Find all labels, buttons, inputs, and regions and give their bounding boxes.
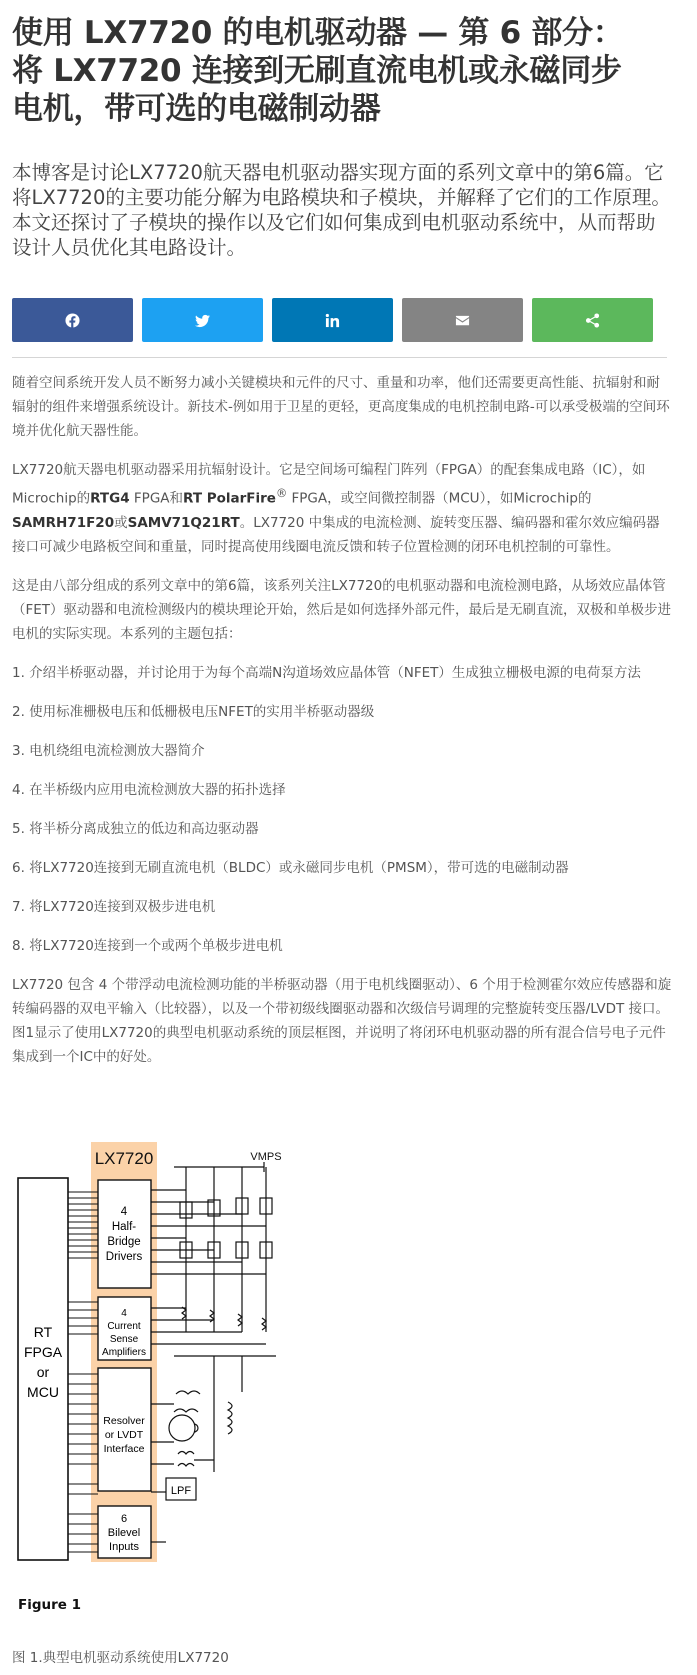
text: FPGA和	[129, 490, 184, 507]
res-label-3: Interface	[103, 1443, 145, 1455]
share-facebook-button[interactable]	[12, 298, 133, 342]
divider	[12, 357, 667, 358]
host-label-1: RT	[33, 1324, 53, 1340]
hb-label-1: 4	[120, 1206, 128, 1218]
link-rt-polarfire[interactable]: RT PolarFire	[183, 490, 276, 507]
article-body	[12, 371, 672, 1084]
linkedin-icon	[325, 313, 340, 328]
list-item: 7. 将LX7720连接到双极步进电机	[12, 898, 216, 915]
cs-label-4: Amplifiers	[102, 1347, 146, 1358]
list-item: 2. 使用标准栅极电压和低栅极电压NFET的实用半桥驱动器级	[12, 703, 375, 720]
cs-label-1: 4	[121, 1308, 127, 1319]
host-label-4: MCU	[27, 1384, 59, 1400]
list-item: 1. 介绍半桥驱动器，并讨论用于为每个高端N沟道场效应晶体管（NFET）生成独立栅极电源的电荷泵方法	[12, 664, 641, 681]
res-label-1: Resolver	[103, 1415, 145, 1427]
link-samv71q21rt[interactable]: SAMV71Q21RT	[127, 514, 240, 531]
article-title: 使用 LX7720 的电机驱动器 — 第 6 部分：将 LX7720 连接到无刷直流电机或永磁同步电机，带可选的电磁制动器	[12, 15, 624, 127]
hb-label-2: Half-	[111, 1221, 137, 1233]
lpf-label: LPF	[170, 1485, 192, 1497]
block-diagram	[14, 1142, 314, 1620]
share-more-button[interactable]	[532, 298, 653, 342]
text: LX7720航天器电机驱动器采用抗辐射设计。它是空间场可编程门阵列（FPGA）的配套集成电路（IC），如Microchip的	[12, 462, 646, 507]
res-label-2: or LVDT	[104, 1429, 144, 1441]
cs-label-2: Current	[107, 1321, 141, 1332]
share-twitter-button[interactable]	[142, 298, 263, 342]
vmps-label: VMPS	[250, 1151, 282, 1163]
host-label-3: or	[36, 1364, 50, 1380]
hb-label-3: Bridge	[107, 1236, 141, 1248]
share-icon	[585, 313, 600, 328]
bl-label-1: 6	[120, 1513, 128, 1525]
figure-caption: 图 1.典型电机驱动系统使用LX7720	[12, 1650, 229, 1666]
paragraph-overview: LX7720 包含 4 个带浮动电流检测功能的半桥驱动器（用于电机线圈驱动）、6 个用于检测霍尔效应传感器和旋转编码器的双电平输入（比较器），以及一个带初级线圈驱动器和次级信号调理的完整旋转变压器/LVDT 接口。图1显示了使用LX7720的典型电机驱动系统的顶层框图，并说明了将闭环电机驱动器的所有混合信号电子元件集成到一个IC中的好处。	[12, 976, 672, 1065]
bl-label-2: Bilevel	[107, 1527, 141, 1539]
host-label-2: FPGA	[23, 1344, 63, 1360]
list-item: 5. 将半桥分离成独立的低边和高边驱动器	[12, 820, 259, 837]
email-icon	[455, 313, 470, 328]
list-item: 8. 将LX7720连接到一个或两个单极步进电机	[12, 937, 283, 954]
link-rtg4[interactable]: RTG4	[90, 490, 130, 507]
link-samrh71f20[interactable]: SAMRH71F20	[12, 514, 115, 531]
list-item: 6. 将LX7720连接到无刷直流电机（BLDC）或永磁同步电机（PMSM），带可选的电磁制动器	[12, 859, 569, 876]
share-bar	[12, 298, 653, 342]
text: 。LX7720 中集成的电流检测、旋转变压器、编码器和霍尔效应编码器接口可减少电路板空间和重量，同时提高使用线圈电流反馈和转子位置检测的闭环电机控制的可靠性。	[12, 514, 660, 555]
list-item: 3. 电机绕组电流检测放大器简介	[12, 742, 205, 759]
paragraph-intro: 随着空间系统开发人员不断努力减小关键模块和元件的尺寸、重量和功率，他们还需要更高性能、抗辐射和耐辐射的组件来增强系统设计。新技术-例如用于卫星的更轻，更高度集成的电机控制电路-可以承受极端的空间环境并优化航天器性能。	[12, 375, 670, 439]
hb-label-4: Drivers	[105, 1251, 143, 1263]
bl-label-3: Inputs	[109, 1541, 139, 1553]
registered-mark: ®	[275, 487, 288, 500]
share-linkedin-button[interactable]	[272, 298, 393, 342]
text: FPGA，或空间微控制器（MCU），如Microchip的	[287, 490, 592, 507]
half-bridge-block	[98, 1180, 151, 1288]
article-lead: 本博客是讨论LX7720航天器电机驱动器实现方面的系列文章中的第6篇。它将LX7720的主要功能分解为电路模块和子模块，并解释了它们的工作原理。本文还探讨了子模块的操作以及它们如何集成到电机驱动系统中，从而帮助设计人员优化其电路设计。	[12, 161, 671, 259]
twitter-icon	[195, 313, 210, 328]
chip-label: LX7720	[94, 1149, 154, 1168]
paragraph-series: 这是由八部分组成的系列文章中的第6篇，该系列关注LX7720的电机驱动器和电流检测电路，从场效应晶体管（FET）驱动器和电流检测级内的模块理论开始，然后是如何选择外部元件，最后是无刷直流，双极和单极步进电机的实际实现。本系列的主题包括：	[12, 577, 672, 642]
cs-label-3: Sense	[109, 1334, 139, 1345]
list-item: 4. 在半桥级内应用电流检测放大器的拓扑选择	[12, 781, 286, 798]
paragraph-lx7720	[12, 458, 672, 559]
facebook-icon	[65, 313, 80, 328]
figure-label: Figure 1	[18, 1597, 82, 1613]
text: 或	[114, 514, 128, 531]
share-email-button[interactable]	[402, 298, 523, 342]
